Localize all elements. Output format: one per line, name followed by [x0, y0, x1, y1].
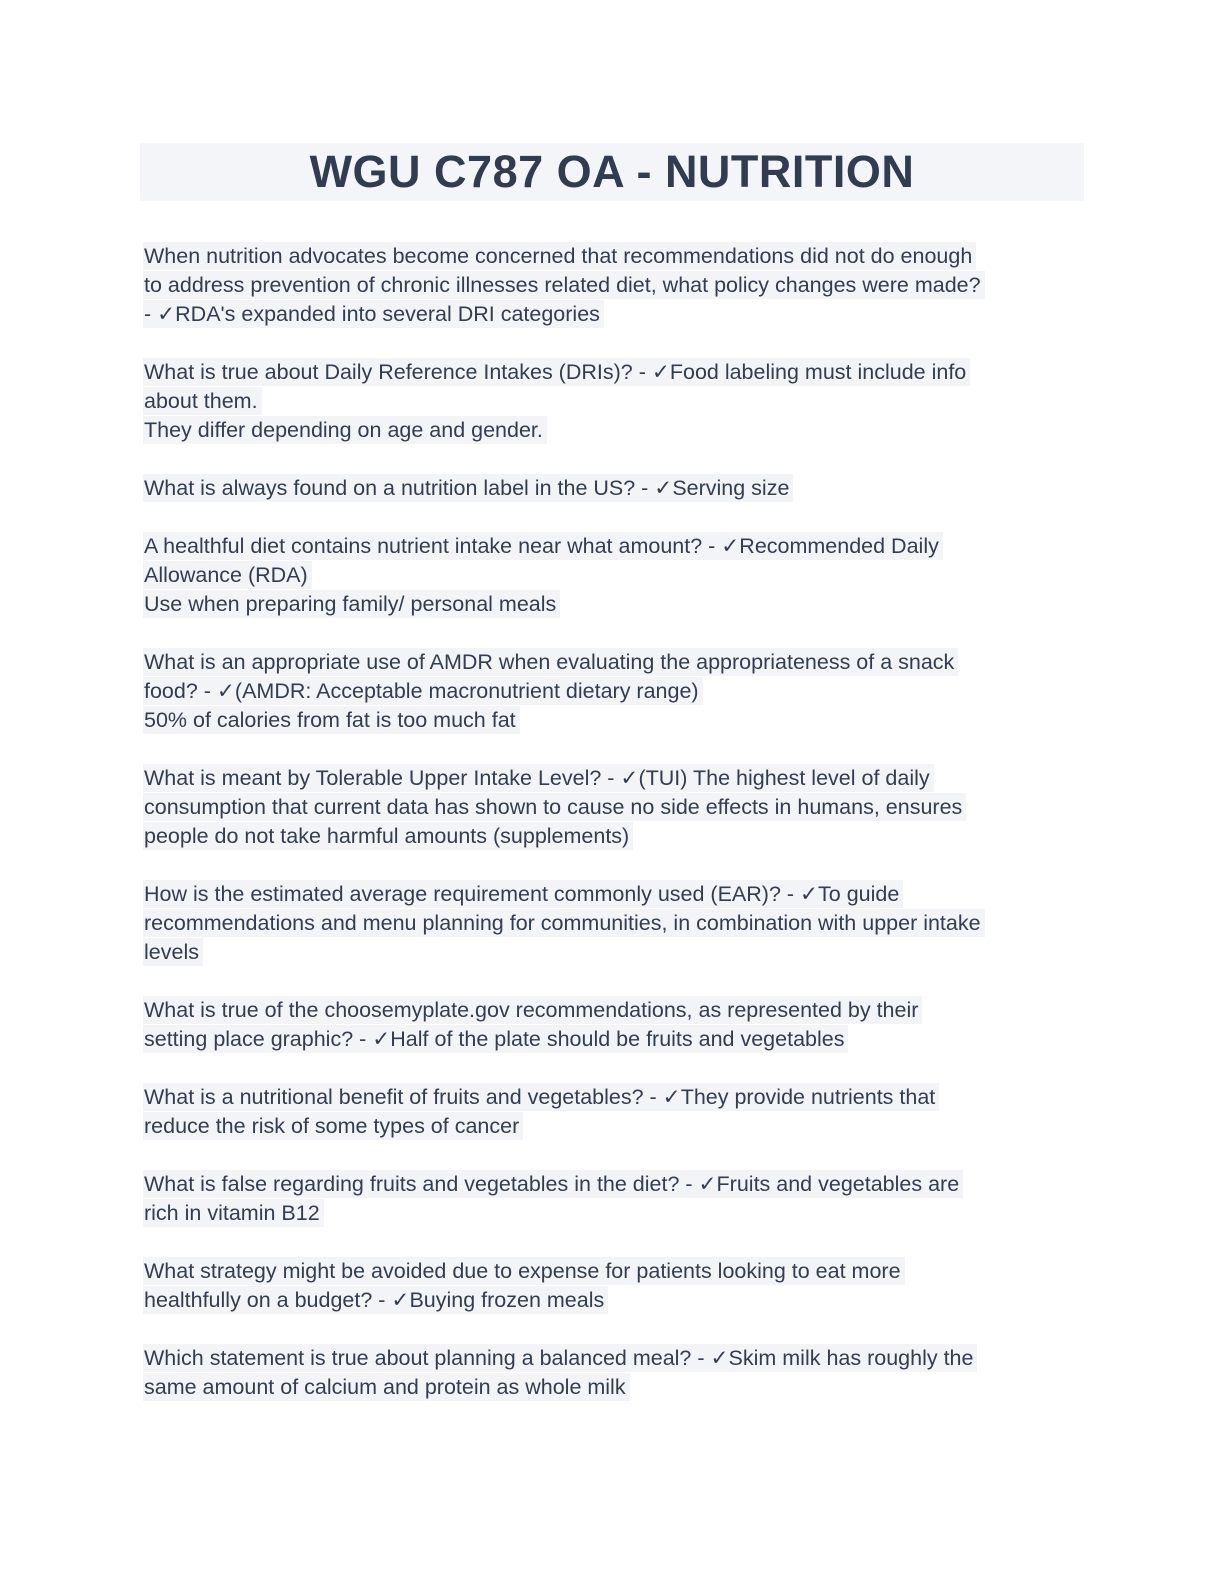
qa-line — [143, 1286, 1088, 1315]
qa-line-text: What is always found on a nutrition label in the US? - ✓Serving size — [143, 474, 793, 502]
qa-block-3 — [143, 474, 1088, 503]
page-title: WGU C787 OA - NUTRITION — [309, 146, 915, 197]
qa-line-text: They differ depending on age and gender. — [143, 416, 547, 444]
qa-line-text: recommendations and menu planning for communities, in combination with upper intake — [143, 909, 985, 937]
qa-line — [143, 1112, 1088, 1141]
qa-line-text: When nutrition advocates become concerned that recommendations did not do enough — [143, 242, 976, 270]
qa-line-text: How is the estimated average requirement commonly used (EAR)? - ✓To guide — [143, 880, 903, 908]
qa-line-text: What is true of the choosemyplate.gov recommendations, as represented by their — [143, 996, 922, 1024]
qa-line-text: What is an appropriate use of AMDR when evaluating the appropriateness of a snack — [143, 648, 958, 676]
qa-line — [143, 590, 1088, 619]
title-bar — [140, 143, 1084, 201]
qa-block-7 — [143, 880, 1088, 967]
qa-line — [143, 677, 1088, 706]
qa-line-text: reduce the risk of some types of cancer — [143, 1112, 523, 1140]
qa-line — [143, 822, 1088, 851]
qa-line-text: What is false regarding fruits and vegetables in the diet? - ✓Fruits and vegetables are — [143, 1170, 963, 1198]
qa-block-9 — [143, 1083, 1088, 1141]
qa-line — [143, 532, 1088, 561]
qa-line-text: people do not take harmful amounts (supplements) — [143, 822, 633, 850]
qa-block-10 — [143, 1170, 1088, 1228]
qa-line-text: Which statement is true about planning a balanced meal? - ✓Skim milk has roughly the — [143, 1344, 977, 1372]
qa-line-text: setting place graphic? - ✓Half of the plate should be fruits and vegetables — [143, 1025, 848, 1053]
qa-block-5 — [143, 648, 1088, 735]
qa-line — [143, 387, 1088, 416]
qa-block-4 — [143, 532, 1088, 619]
qa-line-text: Allowance (RDA) — [143, 561, 312, 589]
qa-line-text: What is meant by Tolerable Upper Intake Level? - ✓(TUI) The highest level of daily — [143, 764, 934, 792]
qa-content — [143, 242, 1088, 1431]
qa-line — [143, 938, 1088, 967]
qa-line-text: about them. — [143, 387, 262, 415]
qa-line — [143, 1083, 1088, 1112]
qa-line-text: - ✓RDA's expanded into several DRI categories — [143, 300, 604, 328]
qa-line — [143, 1257, 1088, 1286]
qa-block-6 — [143, 764, 1088, 851]
qa-line — [143, 880, 1088, 909]
qa-line — [143, 793, 1088, 822]
qa-line — [143, 909, 1088, 938]
qa-line — [143, 1373, 1088, 1402]
qa-block-2 — [143, 358, 1088, 445]
qa-block-1 — [143, 242, 1088, 329]
qa-line-text: food? - ✓(AMDR: Acceptable macronutrient dietary range) — [143, 677, 703, 705]
qa-line-text: to address prevention of chronic illnesses related diet, what policy changes were made? — [143, 271, 985, 299]
qa-line-text: A healthful diet contains nutrient intake near what amount? - ✓Recommended Daily — [143, 532, 943, 560]
qa-line — [143, 300, 1088, 329]
qa-line-text: levels — [143, 938, 203, 966]
qa-line — [143, 648, 1088, 677]
qa-line-text: same amount of calcium and protein as whole milk — [143, 1373, 630, 1401]
qa-line-text: What is a nutritional benefit of fruits and vegetables? - ✓They provide nutrients that — [143, 1083, 939, 1111]
qa-line — [143, 271, 1088, 300]
qa-line — [143, 996, 1088, 1025]
qa-line — [143, 474, 1088, 503]
qa-line — [143, 1199, 1088, 1228]
qa-block-8 — [143, 996, 1088, 1054]
qa-line-text: rich in vitamin B12 — [143, 1199, 324, 1227]
qa-line — [143, 706, 1088, 735]
qa-line — [143, 561, 1088, 590]
qa-line-text: What is true about Daily Reference Intakes (DRIs)? - ✓Food labeling must include info — [143, 358, 970, 386]
qa-line — [143, 764, 1088, 793]
qa-line — [143, 416, 1088, 445]
qa-line-text: healthfully on a budget? - ✓Buying frozen meals — [143, 1286, 608, 1314]
qa-line-text: consumption that current data has shown to cause no side effects in humans, ensures — [143, 793, 966, 821]
qa-line — [143, 1170, 1088, 1199]
qa-line-text: What strategy might be avoided due to expense for patients looking to eat more — [143, 1257, 905, 1285]
qa-block-12 — [143, 1344, 1088, 1402]
qa-line — [143, 358, 1088, 387]
qa-block-11 — [143, 1257, 1088, 1315]
qa-line — [143, 242, 1088, 271]
qa-line-text: 50% of calories from fat is too much fat — [143, 706, 520, 734]
qa-line-text: Use when preparing family/ personal meals — [143, 590, 560, 618]
qa-line — [143, 1025, 1088, 1054]
qa-line — [143, 1344, 1088, 1373]
